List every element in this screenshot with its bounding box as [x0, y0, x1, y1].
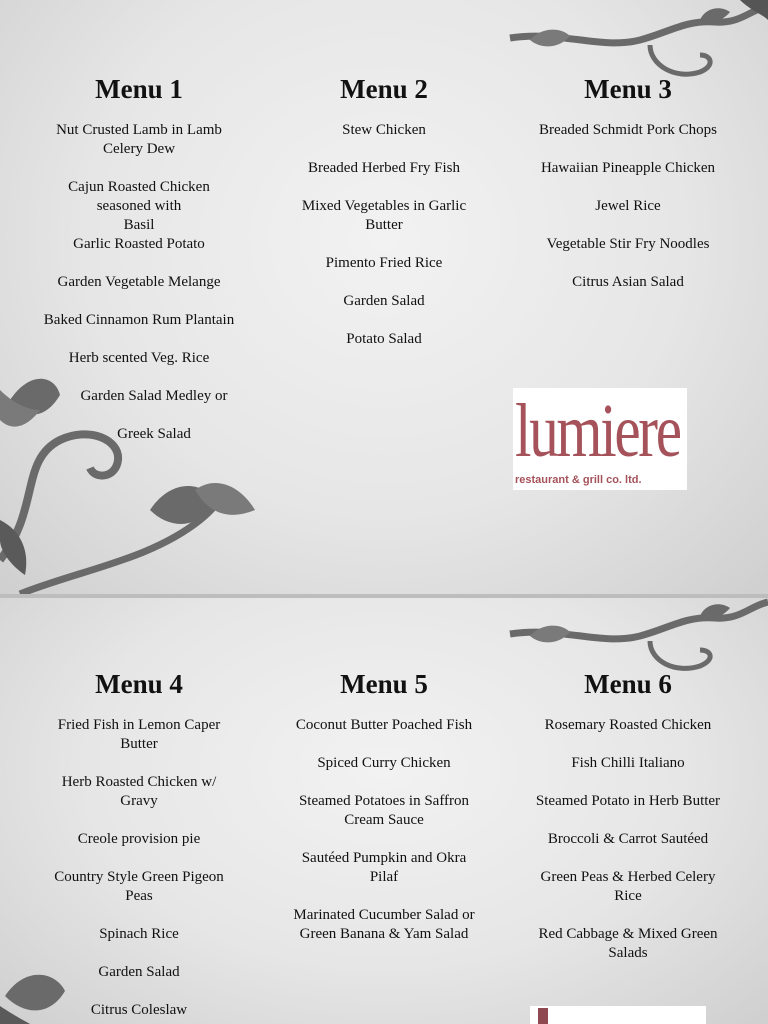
- menu-item: Country Style Green Pigeon Peas: [54, 869, 224, 904]
- menu-items: [264, 716, 504, 944]
- menu-item: Garden Vegetable Melange: [57, 274, 221, 290]
- menu-item: Breaded Herbed Fry Fish: [307, 160, 461, 176]
- menu-item: Marinated Cucumber Salad or Green Banana & Yam Salad: [293, 907, 475, 942]
- menu-item: Rosemary Roasted Chicken: [544, 717, 712, 733]
- logo-tagline: restaurant & grill co. ltd.: [515, 474, 642, 486]
- menu-item: Garden Salad Medley or: [80, 388, 228, 404]
- menu-item: Greek Salad: [117, 426, 191, 442]
- menu-item: Spiced Curry Chicken: [317, 755, 451, 771]
- menu-item: Hawaiian Pineapple Chicken: [540, 160, 716, 176]
- menu-item: Vegetable Stir Fry Noodles: [546, 236, 710, 252]
- menu-item: Stew Chicken: [342, 122, 426, 138]
- menu-item: Citrus Coleslaw: [90, 1002, 188, 1018]
- menu-item: Coconut Butter Poached Fish: [295, 717, 473, 733]
- menu-page-2: [0, 598, 768, 1024]
- menu-item: Herb Roasted Chicken w/ Gravy: [61, 774, 217, 809]
- menu-item: Spinach Rice: [99, 926, 179, 942]
- menu-item: Garden Salad: [343, 293, 425, 309]
- menu-4: [19, 664, 259, 1024]
- menu-items: [508, 716, 748, 963]
- restaurant-logo-partial: [530, 1006, 706, 1024]
- menu-item: Fish Chilli Italiano: [571, 755, 685, 771]
- menu-item: Broccoli & Carrot Sautéed: [547, 831, 709, 847]
- menu-title: Menu 4: [95, 669, 183, 699]
- menu-title: Menu 2: [340, 74, 428, 104]
- menu-item: Steamed Potatoes in Saffron Cream Sauce: [298, 793, 470, 828]
- menu-items: [508, 121, 748, 292]
- menu-6: [508, 664, 748, 982]
- menu-item: Red Cabbage & Mixed Green Salads: [538, 926, 718, 961]
- logo-wordmark: lumiere: [515, 389, 680, 473]
- menu-item: Breaded Schmidt Pork Chops: [539, 122, 717, 138]
- logo-fragment: [538, 1008, 548, 1024]
- menu-item: Green Peas & Herbed Celery Rice: [540, 869, 716, 904]
- menu-title: Menu 1: [95, 74, 183, 104]
- menu-item: Citrus Asian Salad: [572, 274, 684, 290]
- menu-items: [19, 716, 259, 1020]
- menu-item: Baked Cinnamon Rum Plantain: [43, 312, 235, 328]
- menu-items: [264, 121, 504, 349]
- menu-5: [264, 664, 504, 963]
- menu-title: Menu 5: [340, 669, 428, 699]
- menu-item: Herb scented Veg. Rice: [68, 350, 210, 366]
- menu-item: Pimento Fried Rice: [325, 255, 443, 271]
- menu-item: Jewel Rice: [595, 198, 661, 214]
- menu-item: Creole provision pie: [77, 831, 201, 847]
- menu-title: Menu 6: [584, 669, 672, 699]
- menu-item: Garden Salad: [98, 964, 180, 980]
- menu-item: Cajun Roasted Chicken seasoned with Basil Garlic Roasted Potato: [68, 179, 210, 252]
- menu-item: Steamed Potato in Herb Butter: [535, 793, 721, 809]
- menu-1: [19, 69, 259, 463]
- menu-item: Sautéed Pumpkin and Okra Pilaf: [301, 850, 467, 885]
- restaurant-logo: [513, 388, 687, 490]
- menu-2: [264, 69, 504, 368]
- menu-item: Mixed Vegetables in Garlic Butter: [301, 198, 467, 233]
- menu-items: [19, 121, 259, 444]
- menu-item: Potato Salad: [346, 331, 422, 347]
- menu-title: Menu 3: [584, 74, 672, 104]
- menu-3: [508, 69, 748, 311]
- menu-item: Nut Crusted Lamb in Lamb Celery Dew: [56, 122, 222, 157]
- menu-item: Fried Fish in Lemon Caper Butter: [57, 717, 221, 752]
